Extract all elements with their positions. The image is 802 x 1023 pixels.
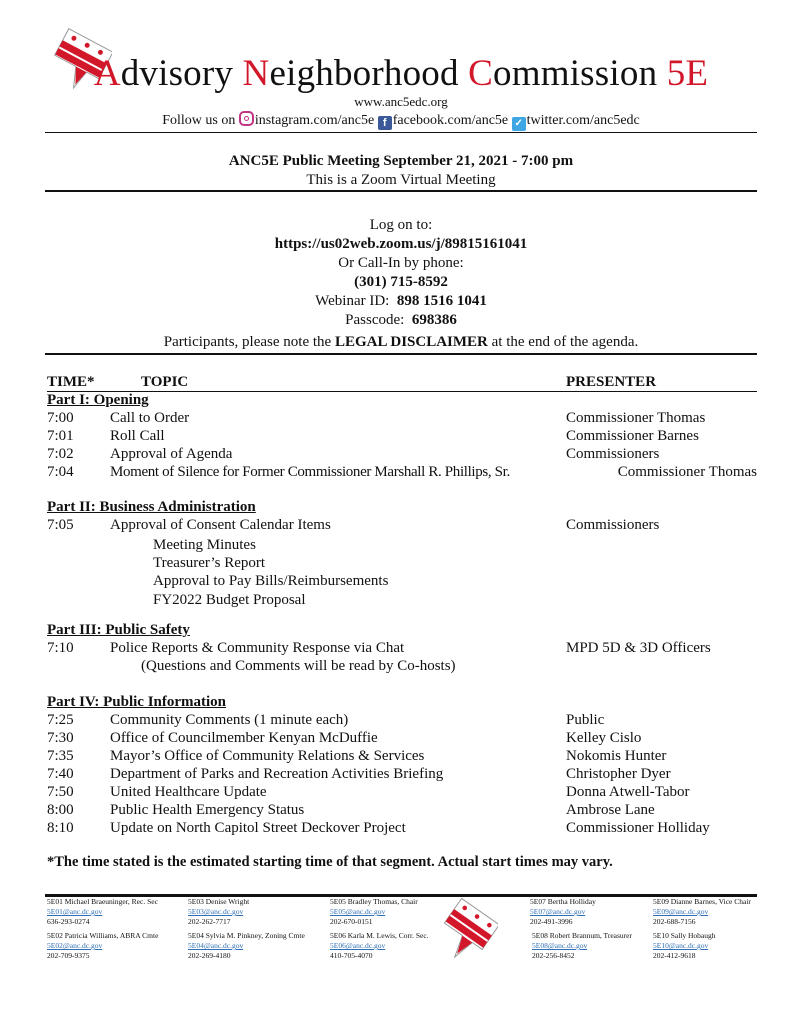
- agenda-row: [47, 428, 757, 447]
- item-presenter: Ambrose Lane: [566, 802, 655, 818]
- part-heading: Part II: Business Administration: [47, 499, 256, 515]
- agenda-row: [47, 517, 757, 536]
- commissioner-email[interactable]: 5E02@anc.dc.gov: [47, 941, 103, 950]
- zoom-url-link[interactable]: https://us02web.zoom.us/j/89815161041: [274, 236, 528, 252]
- commissioner-name: 5E06 Karla M. Lewis, Corr. Sec.: [330, 931, 429, 940]
- title-word-commission: ommission: [493, 53, 667, 94]
- commissioner-phone: 202-412-9618: [653, 951, 696, 960]
- dc-flag-footer-logo: [440, 896, 498, 964]
- commissioner-name: 5E07 Bertha Holliday: [530, 897, 596, 906]
- webinar-label: Webinar ID:: [315, 293, 390, 309]
- commissioner-phone: 202-709-9375: [47, 951, 90, 960]
- commissioner-card: [653, 897, 751, 927]
- agenda-row: [47, 730, 757, 749]
- commissioner-name: 5E05 Bradley Thomas, Chair: [330, 897, 418, 906]
- commissioner-phone: 202-670-0151: [330, 917, 373, 926]
- commissioner-phone: 202-256-8452: [532, 951, 575, 960]
- instagram-icon: [239, 111, 254, 126]
- item-topic: Police Reports & Community Response via Chat: [110, 640, 405, 656]
- title-5e: 5E: [666, 53, 709, 94]
- agenda-note: [47, 658, 757, 677]
- commissioner-card: [330, 931, 429, 961]
- consent-subitem: [47, 537, 757, 556]
- part-heading: Part IV: Public Information: [47, 694, 227, 710]
- item-topic: Call to Order: [110, 410, 190, 426]
- commissioner-email[interactable]: 5E03@anc.dc.gov: [188, 907, 244, 916]
- item-presenter: Christopher Dyer: [566, 766, 671, 782]
- commissioner-phone: 202-491-3996: [530, 917, 573, 926]
- item-presenter: Commissioners: [566, 446, 660, 462]
- item-time: 7:50: [47, 784, 74, 800]
- subitem-text: Meeting Minutes: [153, 537, 256, 553]
- callin-phone: (301) 715-8592: [354, 274, 448, 290]
- agenda-table: [47, 374, 757, 844]
- disclaimer-post: at the end of the agenda.: [491, 334, 639, 350]
- logon-block: [0, 216, 802, 330]
- item-time: 7:25: [47, 712, 74, 728]
- commissioner-email[interactable]: 5E09@anc.dc.gov: [653, 907, 709, 916]
- header-divider: [45, 132, 757, 133]
- subitem-text: Approval to Pay Bills/Reimbursements: [153, 573, 389, 589]
- agenda-row: [47, 820, 757, 839]
- agenda-row: [47, 410, 757, 429]
- item-presenter: Commissioner Thomas: [566, 410, 706, 426]
- commissioner-name: 5E04 Sylvia M. Pinkney, Zoning Cmte: [188, 931, 305, 940]
- subitem-text: FY2022 Budget Proposal: [153, 592, 306, 608]
- disclaimer-divider: [45, 353, 757, 355]
- title-word-advisory: dvisory: [120, 53, 243, 94]
- meeting-subtitle: This is a Zoom Virtual Meeting: [306, 172, 496, 188]
- item-time: 7:10: [47, 640, 74, 656]
- facebook-link[interactable]: facebook.com/anc5e: [392, 113, 509, 128]
- title-initial-n: N: [242, 53, 270, 94]
- item-time: 8:10: [47, 820, 74, 836]
- item-presenter: Commissioner Holliday: [566, 820, 710, 836]
- item-time: 7:05: [47, 517, 74, 533]
- item-topic: Mayor’s Office of Community Relations & Services: [110, 748, 425, 764]
- item-presenter: Commissioners: [566, 517, 660, 533]
- item-topic: Public Health Emergency Status: [110, 802, 305, 818]
- commissioner-phone: 202-262-7717: [188, 917, 231, 926]
- item-time: 7:04: [47, 464, 74, 480]
- commissioner-card: [530, 897, 596, 927]
- header-time: TIME*: [47, 374, 95, 390]
- commissioner-phone: 410-705-4070: [330, 951, 373, 960]
- item-time: 7:01: [47, 428, 74, 444]
- commissioner-name: 5E03 Denise Wright: [188, 897, 250, 906]
- commissioner-card: [47, 931, 158, 961]
- title-initial-c: C: [468, 53, 494, 94]
- social-links: [0, 111, 802, 131]
- item-topic: Approval of Consent Calendar Items: [110, 517, 331, 533]
- agenda-row: [47, 446, 757, 465]
- item-topic: Update on North Capitol Street Deckover Project: [110, 820, 406, 836]
- instagram-link[interactable]: instagram.com/anc5e: [254, 113, 375, 128]
- item-topic: Department of Parks and Recreation Activities Briefing: [110, 766, 444, 782]
- logon-label: Log on to:: [369, 217, 433, 233]
- header-topic: TOPIC: [141, 374, 189, 390]
- agenda-row: [47, 766, 757, 785]
- agenda-row: [47, 712, 757, 731]
- commissioner-email[interactable]: 5E07@anc.dc.gov: [530, 907, 586, 916]
- meeting-divider: [45, 190, 757, 192]
- twitter-icon: ✓: [512, 117, 526, 131]
- webinar-id: 898 1516 1041: [396, 293, 487, 309]
- disclaimer-bold: LEGAL DISCLAIMER: [334, 334, 488, 350]
- item-time: 7:00: [47, 410, 74, 426]
- disclaimer-pre: Participants, please note the: [163, 334, 332, 350]
- commissioner-card: [188, 897, 249, 927]
- item-topic: Roll Call: [110, 428, 165, 444]
- item-time: 7:40: [47, 766, 74, 782]
- item-presenter: Commissioner Thomas: [617, 464, 757, 480]
- consent-subitem: [47, 592, 757, 611]
- commissioner-email[interactable]: 5E10@anc.dc.gov: [653, 941, 709, 950]
- title-initial-a: A: [93, 53, 121, 94]
- commissioner-card: [330, 897, 418, 927]
- consent-subitem: [47, 555, 757, 574]
- item-presenter: MPD 5D & 3D Officers: [566, 640, 711, 656]
- follow-label: Follow us on: [162, 113, 236, 128]
- webinar-line: [0, 292, 802, 311]
- org-title: [0, 52, 802, 95]
- commissioner-name: 5E01 Michael Braeuninger, Rec. Sec: [47, 897, 158, 906]
- commissioner-phone: 636-293-0274: [47, 917, 90, 926]
- item-time: 7:02: [47, 446, 74, 462]
- passcode-line: [0, 311, 802, 330]
- header-presenter: PRESENTER: [566, 374, 657, 390]
- commissioner-card: [47, 897, 158, 927]
- commissioner-email[interactable]: 5E01@anc.dc.gov: [47, 907, 103, 916]
- item-presenter: Public: [566, 712, 605, 728]
- item-presenter: Kelley Cislo: [566, 730, 642, 746]
- twitter-link[interactable]: twitter.com/anc5edc: [526, 113, 640, 128]
- commissioner-name: 5E09 Dianne Barnes, Vice Chair: [653, 897, 751, 906]
- commissioner-phone: 202-688-7156: [653, 917, 696, 926]
- disclaimer-note: [0, 334, 802, 351]
- agenda-row: [47, 640, 757, 659]
- commissioner-name: 5E02 Patricia Williams, ABRA Cmte: [47, 931, 159, 940]
- subitem-text: Treasurer’s Report: [153, 555, 266, 571]
- part-heading: Part III: Public Safety: [47, 622, 190, 638]
- item-time: 7:35: [47, 748, 74, 764]
- item-presenter: Nokomis Hunter: [566, 748, 667, 764]
- item-topic: Moment of Silence for Former Commissioner Marshall R. Phillips, Sr.: [110, 464, 510, 480]
- facebook-icon: f: [378, 116, 392, 130]
- commissioner-name: 5E08 Robert Brannum, Treasurer: [532, 931, 632, 940]
- passcode-label: Passcode:: [345, 312, 405, 328]
- item-topic: United Healthcare Update: [110, 784, 267, 800]
- part-heading: Part I: Opening: [47, 392, 149, 408]
- item-topic: Community Comments (1 minute each): [110, 712, 349, 728]
- commissioner-name: 5E10 Sally Hobaugh: [653, 931, 716, 940]
- commissioner-email[interactable]: 5E06@anc.dc.gov: [330, 941, 386, 950]
- commissioner-card: [532, 931, 632, 961]
- agenda-row: [47, 748, 757, 767]
- item-presenter: Donna Atwell-Tabor: [566, 784, 690, 800]
- website-link[interactable]: www.anc5edc.org: [354, 94, 448, 109]
- title-word-neighborhood: eighborhood: [269, 53, 469, 94]
- passcode-value: 698386: [411, 312, 457, 328]
- commissioner-card: [188, 931, 305, 961]
- item-time: 7:30: [47, 730, 74, 746]
- meeting-title: ANC5E Public Meeting September 21, 2021 - 7:00 pm: [228, 153, 574, 169]
- item-time: 8:00: [47, 802, 74, 818]
- time-footnote: *The time stated is the estimated starting time of that segment. Actual start times may vary.: [47, 854, 613, 870]
- commissioner-email[interactable]: 5E08@anc.dc.gov: [532, 941, 588, 950]
- consent-subitem: [47, 573, 757, 592]
- note-text: (Questions and Comments will be read by Co-hosts): [141, 658, 456, 674]
- item-presenter: Commissioner Barnes: [566, 428, 699, 444]
- commissioner-card: [653, 931, 716, 961]
- callin-label: Or Call-In by phone:: [338, 255, 464, 271]
- agenda-row: [47, 802, 757, 821]
- agenda-row: [47, 784, 757, 803]
- agenda-row: [47, 464, 757, 483]
- commissioner-email[interactable]: 5E05@anc.dc.gov: [330, 907, 386, 916]
- item-topic: Approval of Agenda: [110, 446, 233, 462]
- commissioner-phone: 202-269-4180: [188, 951, 231, 960]
- item-topic: Office of Councilmember Kenyan McDuffie: [110, 730, 378, 746]
- commissioner-email[interactable]: 5E04@anc.dc.gov: [188, 941, 244, 950]
